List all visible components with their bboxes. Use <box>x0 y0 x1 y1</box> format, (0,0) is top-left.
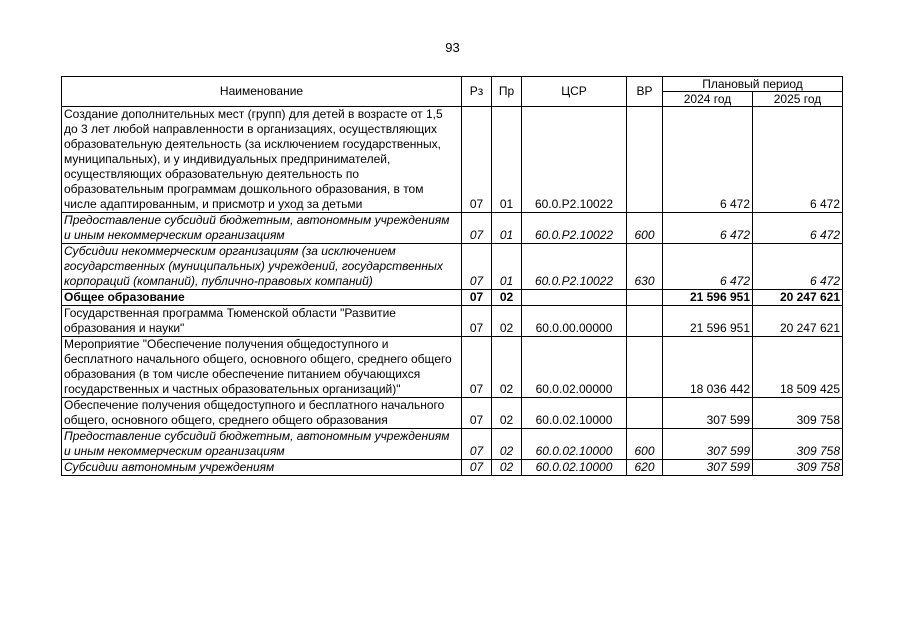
cell-vr <box>627 306 663 337</box>
cell-pr: 02 <box>492 306 522 337</box>
cell-2025: 6 472 <box>753 244 843 290</box>
table-row <box>62 290 843 306</box>
cell-vr: 630 <box>627 244 663 290</box>
cell-2024: 307 599 <box>663 398 753 429</box>
cell-csr: 60.0.Р2.10022 <box>522 107 627 213</box>
cell-pr: 01 <box>492 244 522 290</box>
cell-name: Предоставление субсидий бюджетным, автономным учреждениям и иным некоммерческим организациям <box>62 213 462 244</box>
cell-vr <box>627 290 663 306</box>
cell-name: Субсидии некоммерческим организациям (за исключением государственных (муниципальных) учреждений, государственных корпораций (компаний), публично-правовых компаний) <box>62 244 462 290</box>
cell-vr: 620 <box>627 460 663 476</box>
cell-vr: 600 <box>627 429 663 460</box>
header-rz: Рз <box>462 77 492 107</box>
cell-2025: 18 509 425 <box>753 337 843 398</box>
table-row <box>62 429 843 460</box>
cell-rz: 07 <box>462 398 492 429</box>
cell-name: Создание дополнительных мест (групп) для детей в возрасте от 1,5 до 3 лет любой направленности в организациях, осуществляющих образовательную деятельность (за исключением государственных, муниципальных), и у индивидуальных предпринимателей, осуществляющих образовательную деятельность по образовательным программам дошкольного образования, в том числе адаптированным, и присмотр и уход за детьми <box>62 107 462 213</box>
cell-2024: 21 596 951 <box>663 290 753 306</box>
cell-2024: 307 599 <box>663 460 753 476</box>
cell-2025: 309 758 <box>753 429 843 460</box>
header-vr: ВР <box>627 77 663 107</box>
table-header <box>62 77 843 107</box>
cell-name: Предоставление субсидий бюджетным, автономным учреждениям и иным некоммерческим организациям <box>62 429 462 460</box>
cell-csr: 60.0.02.10000 <box>522 429 627 460</box>
header-csr: ЦСР <box>522 77 627 107</box>
cell-csr: 60.0.02.00000 <box>522 337 627 398</box>
cell-csr <box>522 290 627 306</box>
cell-rz: 07 <box>462 213 492 244</box>
cell-name: Обеспечение получения общедоступного и бесплатного начального общего, основного общего, среднего общего образования <box>62 398 462 429</box>
cell-vr <box>627 107 663 213</box>
cell-2024: 21 596 951 <box>663 306 753 337</box>
cell-2025: 20 247 621 <box>753 290 843 306</box>
cell-csr: 60.0.02.10000 <box>522 460 627 476</box>
cell-name: Субсидии автономным учреждениям <box>62 460 462 476</box>
cell-pr: 01 <box>492 213 522 244</box>
cell-vr <box>627 398 663 429</box>
cell-2024: 6 472 <box>663 107 753 213</box>
cell-pr: 01 <box>492 107 522 213</box>
cell-2025: 20 247 621 <box>753 306 843 337</box>
cell-2024: 18 036 442 <box>663 337 753 398</box>
page-number: 93 <box>445 40 460 55</box>
cell-pr: 02 <box>492 398 522 429</box>
table-row <box>62 107 843 213</box>
cell-pr: 02 <box>492 429 522 460</box>
header-plan-period: Плановый период <box>663 77 843 92</box>
header-pr: Пр <box>492 77 522 107</box>
cell-pr: 02 <box>492 337 522 398</box>
table-row <box>62 398 843 429</box>
cell-rz: 07 <box>462 429 492 460</box>
cell-2024: 307 599 <box>663 429 753 460</box>
cell-2025: 309 758 <box>753 398 843 429</box>
cell-2025: 6 472 <box>753 213 843 244</box>
table-row <box>62 213 843 244</box>
cell-rz: 07 <box>462 460 492 476</box>
header-name: Наименование <box>62 77 462 107</box>
cell-rz: 07 <box>462 337 492 398</box>
cell-2025: 6 472 <box>753 107 843 213</box>
cell-pr: 02 <box>492 290 522 306</box>
cell-csr: 60.0.Р2.10022 <box>522 213 627 244</box>
cell-vr <box>627 337 663 398</box>
cell-rz: 07 <box>462 290 492 306</box>
header-year-2025: 2025 год <box>753 92 843 107</box>
table-body <box>62 107 843 476</box>
cell-csr: 60.0.00.00000 <box>522 306 627 337</box>
cell-name: Мероприятие "Обеспечение получения общедоступного и бесплатного начального общего, основного общего, среднего общего образования (в том числе обеспечение питанием обучающихся государственных и частных образовательных организаций)" <box>62 337 462 398</box>
cell-pr: 02 <box>492 460 522 476</box>
cell-name: Общее образование <box>62 290 462 306</box>
cell-2024: 6 472 <box>663 213 753 244</box>
table-row <box>62 460 843 476</box>
cell-csr: 60.0.Р2.10022 <box>522 244 627 290</box>
table-row <box>62 306 843 337</box>
header-year-2024: 2024 год <box>663 92 753 107</box>
table-row <box>62 244 843 290</box>
table-row <box>62 337 843 398</box>
cell-rz: 07 <box>462 107 492 213</box>
budget-table <box>61 76 843 476</box>
cell-rz: 07 <box>462 244 492 290</box>
cell-csr: 60.0.02.10000 <box>522 398 627 429</box>
cell-2025: 309 758 <box>753 460 843 476</box>
cell-2024: 6 472 <box>663 244 753 290</box>
cell-name: Государственная программа Тюменской области "Развитие образования и науки" <box>62 306 462 337</box>
cell-vr: 600 <box>627 213 663 244</box>
cell-rz: 07 <box>462 306 492 337</box>
